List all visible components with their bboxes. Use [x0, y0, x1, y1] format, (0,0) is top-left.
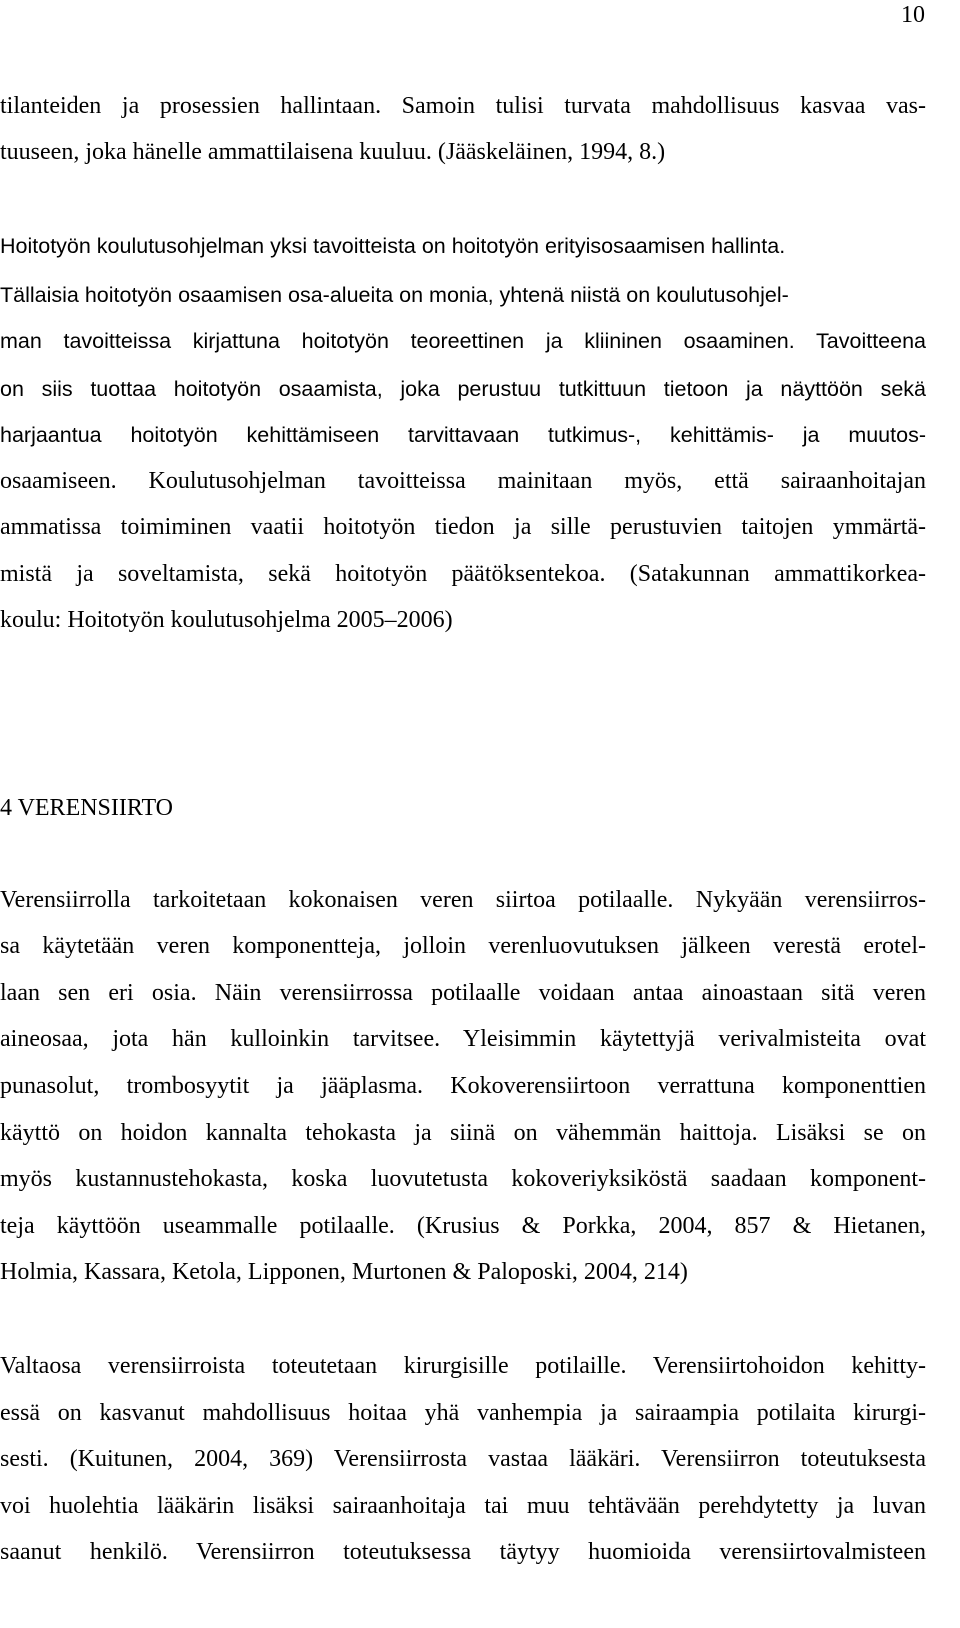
page-number: 10 — [901, 2, 925, 28]
text-line: Hoitotyön koulutusohjelman yksi tavoitteista on hoitotyön erityisosaamisen hallinta. — [0, 234, 786, 258]
text-line: Verensiirrolla tarkoitetaan kokonaisen veren siirtoa potilaalle. Nykyään verensiirros- — [0, 887, 926, 913]
text-line: myös kustannustehokasta, koska luovutetusta kokoveriyksiköstä saadaan komponent- — [0, 1166, 926, 1192]
text-line: man tavoitteissa kirjattuna hoitotyön teoreettinen ja kliininen osaaminen. Tavoitteena — [0, 329, 926, 353]
text-line: laan sen eri osia. Näin verensiirrossa potilaalle voidaan antaa ainoastaan sitä veren — [0, 980, 926, 1006]
text-line: ammatissa toimiminen vaatii hoitotyön tiedon ja sille perustuvien taitojen ymmärtä- — [0, 514, 926, 540]
text-line: tilanteiden ja prosessien hallintaan. Samoin tulisi turvata mahdollisuus kasvaa vas- — [0, 93, 926, 119]
text-line: koulu: Hoitotyön koulutusohjelma 2005–2006) — [0, 607, 453, 633]
text-line: Valtaosa verensiirroista toteutetaan kirurgisille potilaille. Verensiirtohoidon kehitty- — [0, 1353, 926, 1379]
text-line: essä on kasvanut mahdollisuus hoitaa yhä vanhempia ja sairaampia potilaita kirurgi- — [0, 1400, 926, 1426]
text-line: voi huolehtia lääkärin lisäksi sairaanhoitaja tai muu tehtävään perehdytetty ja luvan — [0, 1493, 926, 1519]
text-line: sa käytetään veren komponentteja, jolloin verenluovutuksen jälkeen verestä erotel- — [0, 933, 926, 959]
text-line: Tällaisia hoitotyön osaamisen osa-alueita on monia, yhtenä niistä on koulutusohjel- — [0, 283, 789, 307]
text-line: osaamiseen. Koulutusohjelman tavoitteissa mainitaan myös, että sairaanhoitajan — [0, 468, 926, 494]
section-heading: 4 VERENSIIRTO — [0, 795, 174, 821]
text-line: Holmia, Kassara, Ketola, Lipponen, Murtonen & Paloposki, 2004, 214) — [0, 1259, 688, 1285]
text-line: mistä ja soveltamista, sekä hoitotyön päätöksentekoa. (Satakunnan ammattikorkea- — [0, 561, 926, 587]
text-line: teja käyttöön useammalle potilaalle. (Krusius & Porkka, 2004, 857 & Hietanen, — [0, 1213, 926, 1239]
text-line: punasolut, trombosyytit ja jääplasma. Kokoverensiirtoon verrattuna komponenttien — [0, 1073, 926, 1099]
text-line: harjaantua hoitotyön kehittämiseen tarvittavaan tutkimus-, kehittämis- ja muutos- — [0, 423, 926, 447]
text-line: on siis tuottaa hoitotyön osaamista, joka perustuu tutkittuun tietoon ja näyttöön sekä — [0, 377, 926, 401]
text-line: tuuseen, joka hänelle ammattilaisena kuuluu. (Jääskeläinen, 1994, 8.) — [0, 139, 666, 165]
text-line: sesti. (Kuitunen, 2004, 369) Verensiirrosta vastaa lääkäri. Verensiirron toteutuksesta — [0, 1446, 926, 1472]
text-line: käyttö on hoidon kannalta tehokasta ja siinä on vähemmän haittoja. Lisäksi se on — [0, 1120, 926, 1146]
text-line: saanut henkilö. Verensiirron toteutuksessa täytyy huomioida verensiirtovalmisteen — [0, 1539, 926, 1565]
text-line: aineosaa, jota hän kulloinkin tarvitsee. Yleisimmin käytettyjä verivalmisteita ovat — [0, 1026, 926, 1052]
